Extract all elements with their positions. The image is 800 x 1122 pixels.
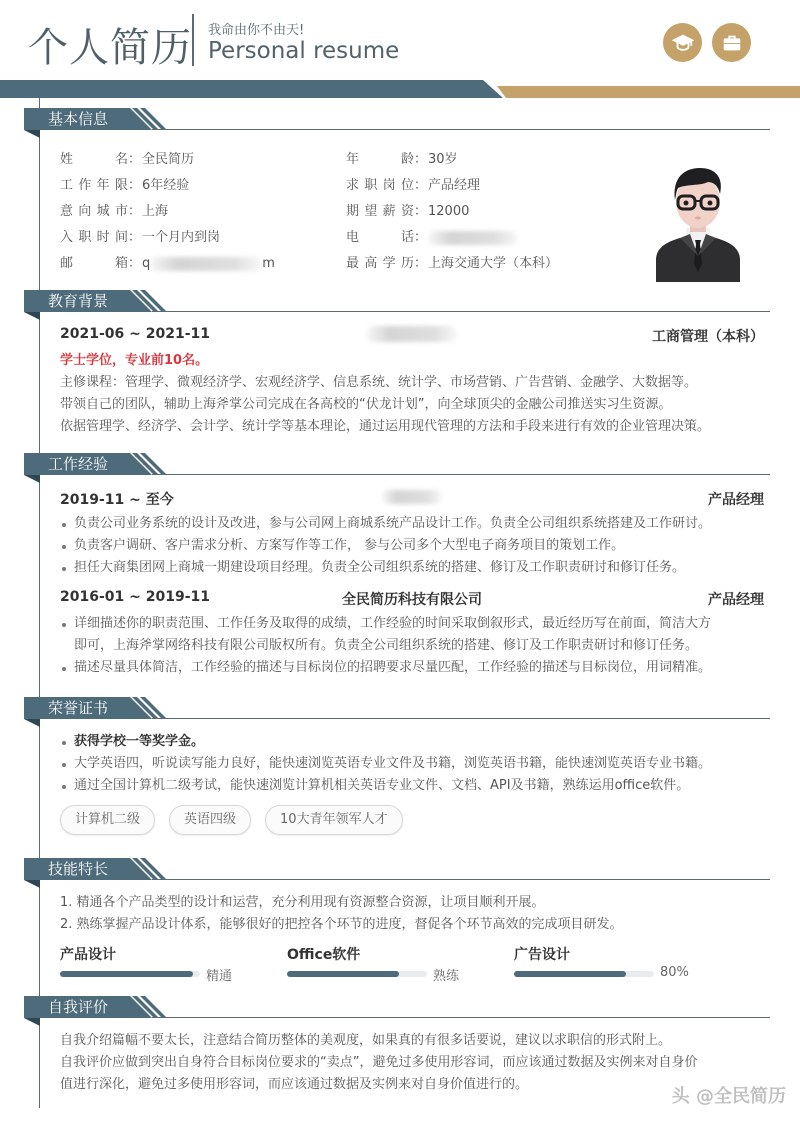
section-self-evaluation (24, 996, 770, 1096)
work-bullet: 负责客户调研、客户需求分析、方案写作等工作， 参与公司多个大型电子商务项目的策划工作。 (60, 535, 764, 557)
honor-bullet: 大学英语四，听说读写能力良好，能快速浏览英语专业文件及书籍，浏览英语书籍，能快速浏览英语专业书籍。 (60, 753, 764, 775)
section-honors (24, 697, 770, 835)
redacted-school (367, 326, 457, 342)
motto: 我命由你不由天! (208, 23, 305, 38)
info-position: 求职岗位：产品经理 (346, 178, 481, 193)
progress-fill (60, 971, 193, 977)
work-bullet: 担任大商集团网上商城一期建设项目经理。负责全公司组织系统的搭建、修订及工作职责研讨和修订任务。 (60, 557, 764, 579)
resume-header (0, 0, 800, 82)
section-header (24, 697, 770, 723)
entry-header (60, 589, 764, 613)
self-eval-line: 自我介绍篇幅不要太长，注意结合简历整体的美观度，如果真的有很多话要说，建议以求职信的形式附上。 (60, 1033, 672, 1048)
section-header (24, 858, 770, 884)
skill-item: 1. 精通各个产品类型的设计和运营，充分利用现有资源整合资源，让项目顺利开展。 (60, 895, 545, 910)
entry-major: 工商管理（本科） (652, 329, 764, 345)
section-basic-info (24, 108, 770, 271)
skills-body (24, 892, 770, 988)
entry-position: 产品经理 (708, 492, 764, 508)
info-salary: 期望薪资：12000 (346, 204, 470, 219)
section-title: 教育背景 (48, 292, 109, 310)
info-education: 最高学历：上海交通大学（本科） (346, 256, 559, 271)
work-bullet: 负责公司业务系统的设计及改进，参与公司网上商城系统产品设计工作。负责全公司组织系统搭建及工作研讨。 (60, 513, 764, 535)
redacted-company (382, 490, 442, 504)
redacted-phone (428, 231, 518, 245)
briefcase-icon (712, 23, 751, 62)
header-band-primary (0, 80, 503, 98)
education-entry (24, 326, 770, 438)
education-line: 主修课程：管理学、微观经济学、宏观经济学、信息系统、统计学、市场营销、广告营销、金融学、大数据等。 (60, 375, 698, 390)
progress-fill (287, 971, 399, 977)
entry-date: 2021-06 ~ 2021-11 (60, 326, 210, 342)
title-divider (192, 14, 194, 66)
work-bullet: 详细描述你的职责范围、工作任务及取得的成绩，工作经验的时间采取倒叙形式，最近经历写在前面，简洁大方 即可，上海斧掌网络科技有限公司版权所有。负责全公司组织系统的搭建、修订及工作职责研讨和修订任务。 (60, 613, 764, 657)
progress-track (287, 971, 427, 977)
header-band-accent (497, 86, 800, 98)
section-title: 工作经验 (48, 455, 109, 473)
avatar (656, 160, 740, 282)
education-line: 依据管理学、经济学、会计学、统计学等基本理论，通过运用现代管理的方法和手段来进行有效的企业管理决策。 (60, 419, 711, 434)
graduation-cap-icon (663, 23, 702, 62)
entry-position: 产品经理 (708, 592, 764, 608)
section-work (24, 453, 770, 679)
progress-track (514, 971, 654, 977)
section-education (24, 290, 770, 438)
section-header (24, 108, 770, 134)
progress-fill (514, 971, 626, 977)
page-subtitle: Personal resume (208, 38, 400, 64)
section-title: 荣誉证书 (48, 699, 109, 717)
redacted-email (150, 257, 262, 271)
honor-bullet: 通过全国计算机二级考试，能快速浏览计算机相关英语专业文件、文档、API及书籍，熟练运用office软件。 (60, 775, 764, 797)
watermark: 头 @全民简历 (671, 1086, 786, 1107)
self-eval-line: 自我评价应做到突出自身符合目标岗位要求的“卖点”，避免过多使用形容词，而应该通过数据及实例来对自身价 (60, 1055, 698, 1070)
honor-tag: 10大青年领军人才 (265, 805, 403, 835)
section-header (24, 290, 770, 316)
entry-header (60, 489, 764, 513)
section-title: 自我评价 (48, 998, 109, 1016)
self-eval-line: 值进行深化，避免过多使用形容词，而应该通过数据及实例来对自身价值进行的。 (60, 1077, 529, 1092)
honor-tag: 计算机二级 (60, 805, 155, 835)
skill-item: 2. 熟练掌握产品设计体系，能够很好的把控各个环节的进度，督促各个环节高效的完成项目研发。 (60, 917, 623, 932)
education-highlight: 学士学位，专业前10名。 (60, 353, 209, 368)
section-title: 基本信息 (48, 110, 109, 128)
info-city: 意向城市：上海 (60, 204, 169, 219)
skill-bar-product-design: 产品设计 精通 (60, 947, 233, 984)
work-bullet: 描述尽量具体简洁，工作经验的描述与目标岗位的招聘要求尽量匹配，工作经验的描述与目标岗位，用词精准。 (60, 657, 764, 679)
info-phone: 电话： (346, 226, 518, 246)
info-name: 姓名：全民简历 (60, 152, 195, 167)
info-age: 年龄：30岁 (346, 152, 458, 167)
skill-bar-office: Office软件 熟练 (287, 947, 460, 984)
work-entry (24, 589, 770, 679)
honor-bullet: 获得学校一等奖学金。 (60, 731, 764, 753)
work-entry (24, 489, 770, 579)
info-email: 邮箱：q m (60, 256, 275, 271)
education-line: 带领自己的团队，辅助上海斧掌公司完成在各高校的“伏龙计划”，向全球顶尖的金融公司推送实习生资源。 (60, 397, 672, 412)
section-title: 技能特长 (48, 860, 109, 878)
honor-tag: 英语四级 (169, 805, 251, 835)
skill-bars (60, 944, 764, 988)
honors-body (24, 731, 770, 835)
section-skills (24, 858, 770, 988)
info-experience-years: 工作年限：6年经验 (60, 178, 190, 193)
honor-tags (60, 805, 764, 835)
section-header (24, 996, 770, 1022)
self-eval-body (24, 1030, 770, 1096)
section-header (24, 453, 770, 479)
entry-company: 全民简历科技有限公司 (342, 592, 482, 608)
skill-bar-ad-design: 广告设计 80% (514, 947, 689, 980)
progress-track (60, 971, 200, 977)
page-title: 个人简历 (28, 25, 192, 71)
entry-date: 2016-01 ~ 2019-11 (60, 589, 210, 605)
entry-company (60, 489, 764, 505)
entry-header (60, 326, 764, 350)
info-start-date: 入职时间：一个月内到岗 (60, 230, 221, 245)
entry-date: 2019-11 ~ 至今 (60, 492, 174, 508)
